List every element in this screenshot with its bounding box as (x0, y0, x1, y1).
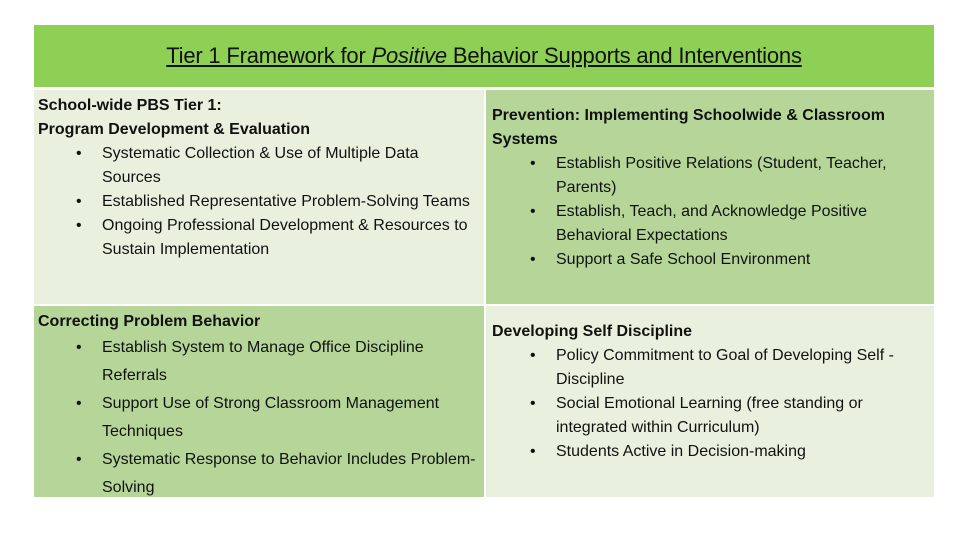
list-item: • Students Active in Decision-making (492, 440, 930, 464)
bullet-list (492, 344, 930, 464)
cell-prevention (486, 90, 934, 304)
list-item: • Establish Positive Relations (Student, Teacher, Parents) (492, 152, 930, 200)
bullet-list (38, 142, 480, 262)
framework-table (34, 25, 934, 497)
cell-heading: Correcting Problem Behavior (38, 313, 261, 330)
list-item: • Policy Commitment to Goal of Developing Self -Discipline (492, 344, 930, 392)
list-item: • Support Use of Strong Classroom Management Techniques (38, 390, 480, 446)
bullet-list (492, 152, 930, 272)
list-item: • Systematic Response to Behavior Includes Problem-Solving (38, 446, 480, 502)
list-item: • Social Emotional Learning (free standing or integrated within Curriculum) (492, 392, 930, 440)
cell-self-discipline (486, 306, 934, 497)
list-item: • Establish, Teach, and Acknowledge Positive Behavioral Expectations (492, 200, 930, 248)
slide-title (166, 43, 802, 69)
cell-heading-line-2: Program Development & Evaluation (38, 121, 311, 138)
list-item: • Systematic Collection & Use of Multiple Data Sources (38, 142, 480, 190)
cell-heading-line-1: School-wide PBS Tier 1: (38, 97, 222, 114)
title-part-2: Behavior Supports and Interventions (446, 43, 802, 68)
cell-program-development (34, 90, 484, 304)
cell-heading: Developing Self Discipline (492, 323, 693, 340)
list-item: • Establish System to Manage Office Discipline Referrals (38, 334, 480, 390)
title-part-1: Tier 1 Framework for (166, 43, 372, 68)
bullet-list (38, 334, 480, 502)
list-item: • Established Representative Problem-Solving Teams (38, 190, 480, 214)
title-bar (34, 25, 934, 87)
cell-correcting-problem-behavior (34, 306, 484, 497)
list-item: • Ongoing Professional Development & Resources to Sustain Implementation (38, 214, 480, 262)
list-item: • Support a Safe School Environment (492, 248, 930, 272)
title-italic-word: Positive (371, 43, 447, 68)
cell-heading: Prevention: Implementing Schoolwide & Classroom Systems (492, 107, 885, 148)
